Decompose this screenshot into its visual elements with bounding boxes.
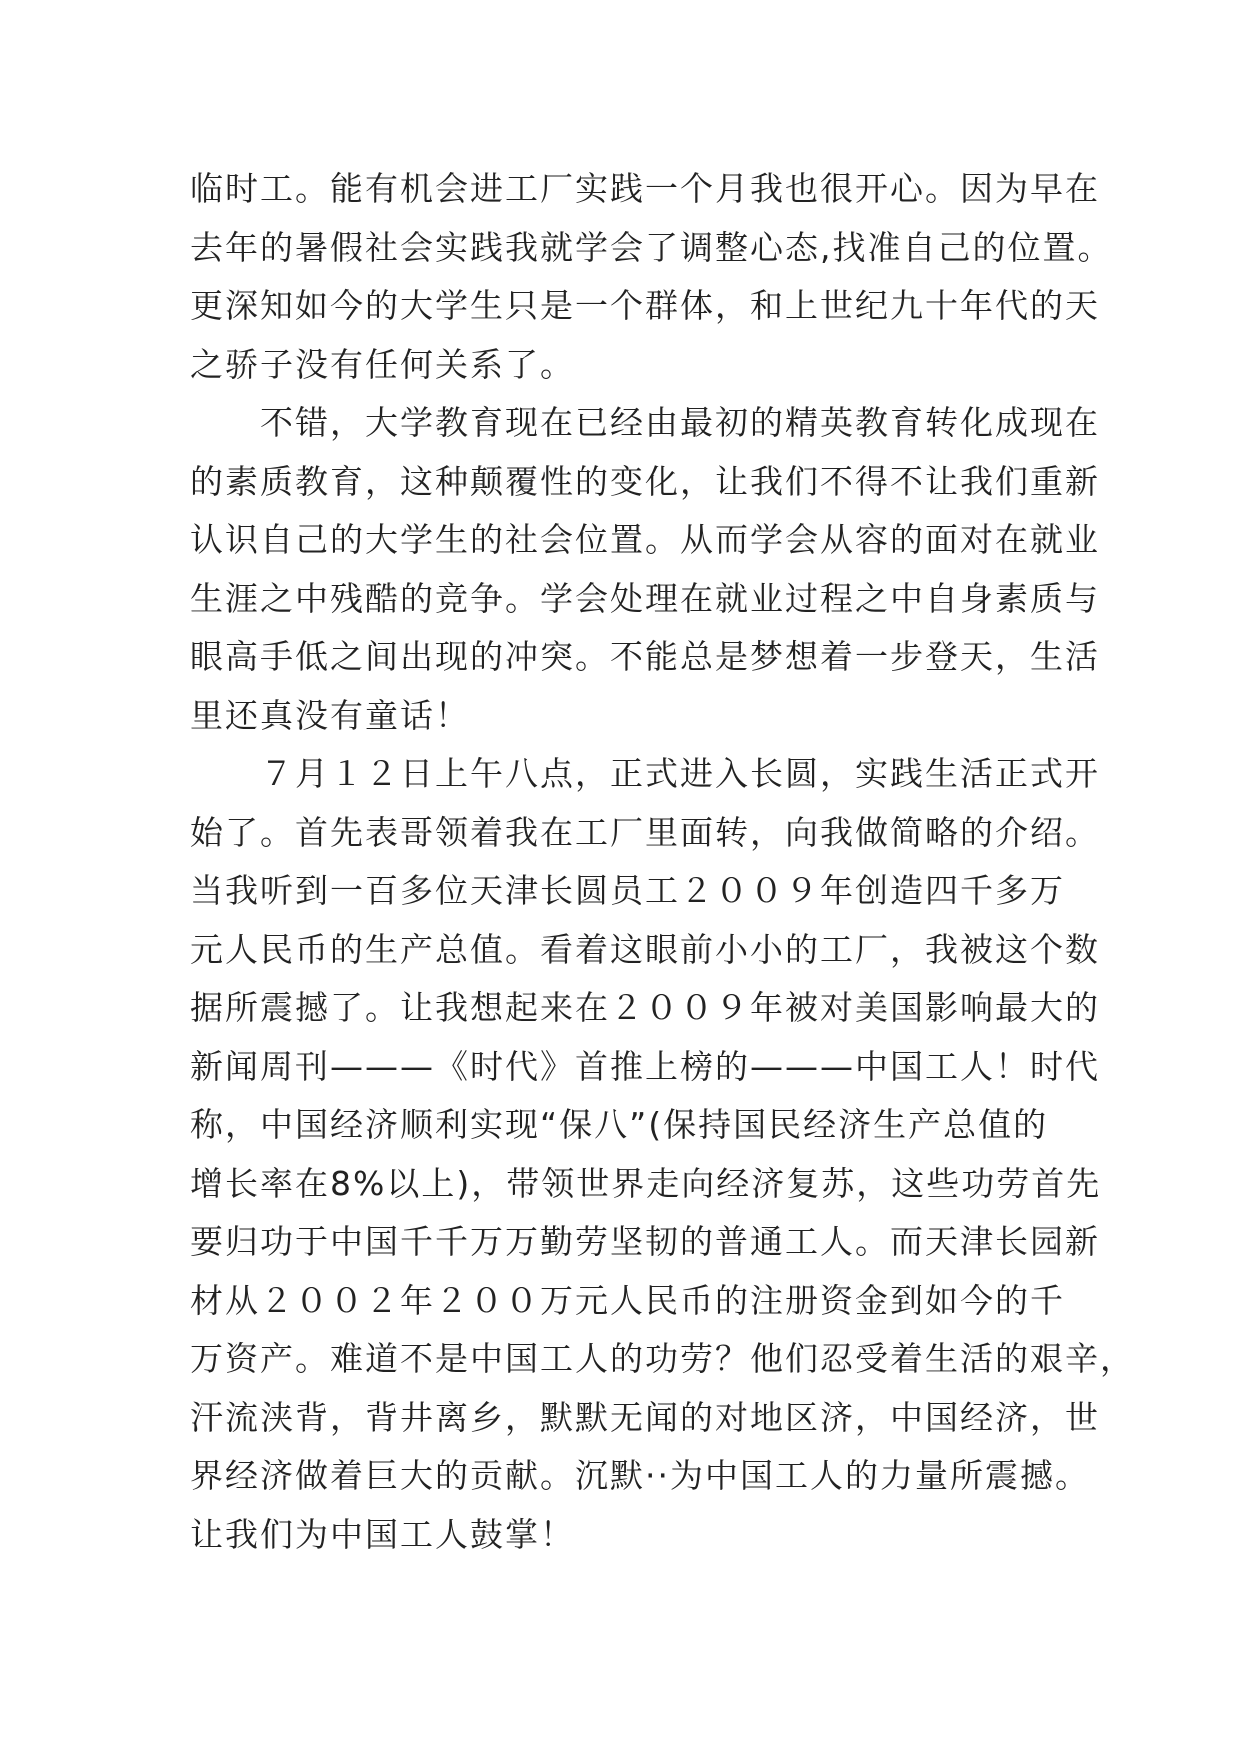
text-line: 眼高手低之间出现的冲突。不能总是梦想着一步登天，生活 — [190, 637, 1100, 676]
text-line: 新闻周刊———《时代》首推上榜的———中国工人！时代 — [190, 1046, 1100, 1086]
text-line: 增长率在8%以上)，带领世界走向经济复苏，这些功劳首先 — [190, 1163, 1102, 1203]
text-line: ７月１２日上午八点，正式进入长圆，实践生活正式开 — [190, 754, 1100, 793]
text-line: 界经济做着巨大的贡献。沉默··为中国工人的力量所震撼。 — [190, 1456, 1090, 1495]
text-line: 元人民币的生产总值。看着这眼前小小的工厂，我被这个数 — [190, 929, 1100, 969]
text-line: 称，中国经济顺利实现“保八”(保持国民经济生产总值的 — [190, 1105, 1049, 1144]
text-line: 生涯之中残酷的竞争。学会处理在就业过程之中自身素质与 — [190, 578, 1100, 618]
text-line: 材从２００２年２００万元人民币的注册资金到如今的千 — [190, 1280, 1065, 1320]
document-body — [190, 160, 1135, 1564]
text-line: 的素质教育，这种颠覆性的变化，让我们不得不让我们重新 — [190, 461, 1100, 501]
text-line: 之骄子没有任何关系了。 — [190, 344, 575, 384]
text-line: 据所震撼了。让我想起来在２００９年被对美国影响最大的 — [190, 988, 1100, 1027]
text-line: 不错，大学教育现在已经由最初的精英教育转化成现在 — [190, 403, 1100, 442]
text-line: 要归功于中国千千万万勤劳坚韧的普通工人。而天津长园新 — [190, 1222, 1100, 1261]
text-line: 去年的暑假社会实践我就学会了调整心态,找准自己的位置。 — [190, 227, 1113, 267]
text-line: 认识自己的大学生的社会位置。从而学会从容的面对在就业 — [190, 520, 1100, 559]
text-line: 里还真没有童话！ — [190, 695, 470, 735]
text-line: 更深知如今的大学生只是一个群体，和上世纪九十年代的天 — [190, 286, 1100, 325]
text-line: 始了。首先表哥领着我在工厂里面转，向我做简略的介绍。 — [190, 812, 1100, 852]
text-line: 汗流浃背，背井离乡，默默无闻的对地区济，中国经济，世 — [190, 1397, 1100, 1437]
text-line: 临时工。能有机会进工厂实践一个月我也很开心。因为早在 — [190, 169, 1100, 208]
text-line: 万资产。难道不是中国工人的功劳？他们忍受着生活的艰辛， — [190, 1339, 1135, 1378]
text-line: 当我听到一百多位天津长圆员工２００９年创造四千多万 — [190, 871, 1065, 910]
text-line: 让我们为中国工人鼓掌！ — [190, 1514, 575, 1554]
